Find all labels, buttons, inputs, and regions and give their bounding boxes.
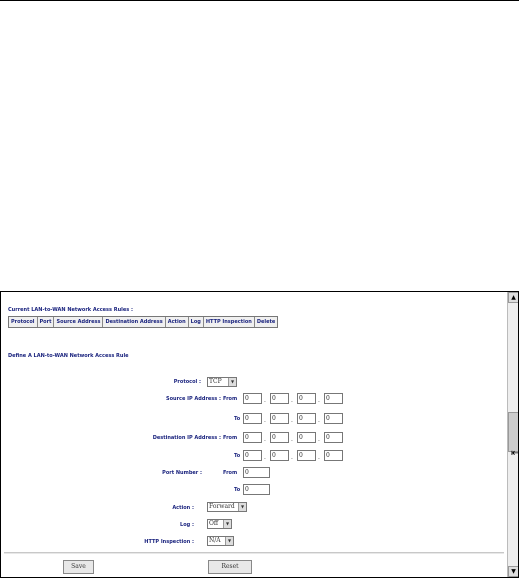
browser-frame [0, 291, 519, 578]
source-ip-to-label: To [234, 416, 241, 422]
dest-to-octet-2[interactable]: 0 [270, 450, 289, 461]
port-number-label: Port Number : [162, 470, 202, 476]
vertical-scrollbar[interactable] [507, 292, 519, 577]
mouse-cursor-icon: ⇤ [511, 448, 519, 459]
chevron-down-icon: ▼ [225, 537, 233, 545]
protocol-value: TCP [209, 378, 222, 385]
chevron-down-icon: ▼ [238, 503, 246, 511]
dot-separator: . [264, 454, 266, 461]
destination-ip-from-label: From [223, 435, 238, 441]
port-to-input[interactable]: 0 [243, 484, 270, 495]
dest-from-octet-2[interactable]: 0 [270, 432, 289, 443]
col-log: Log [189, 317, 204, 327]
dot-separator: . [318, 436, 320, 443]
port-to-label: To [234, 487, 241, 493]
log-select[interactable] [207, 519, 232, 529]
source-from-octet-1[interactable]: 0 [243, 393, 262, 404]
dest-from-octet-1[interactable]: 0 [243, 432, 262, 443]
dest-from-octet-3[interactable]: 0 [297, 432, 316, 443]
action-select[interactable] [207, 502, 247, 512]
log-value: Off [209, 520, 219, 527]
dest-to-octet-1[interactable]: 0 [243, 450, 262, 461]
dot-separator: . [291, 397, 293, 404]
col-delete: Delete [256, 319, 276, 325]
dot-separator: . [318, 417, 320, 424]
dot-separator: . [291, 454, 293, 461]
destination-ip-to-label: To [234, 453, 241, 459]
dot-separator: . [264, 417, 266, 424]
http-inspection-select[interactable] [207, 536, 234, 546]
scrollbar-thumb[interactable] [508, 412, 519, 452]
top-border-line [0, 0, 519, 1]
reset-button[interactable]: Reset [208, 560, 252, 574]
dot-separator: . [318, 397, 320, 404]
dot-separator: . [264, 436, 266, 443]
source-ip-label: Source IP Address : [166, 396, 221, 402]
rules-table-header [8, 316, 278, 328]
source-from-octet-3[interactable]: 0 [297, 393, 316, 404]
action-value: Forward [209, 503, 235, 510]
http-inspection-value: N/A [209, 537, 221, 544]
col-protocol: Protocol [9, 317, 38, 327]
chevron-down-icon: ▼ [228, 378, 236, 386]
col-source-address: Source Address [54, 317, 103, 327]
dot-separator: . [291, 417, 293, 424]
protocol-select[interactable] [207, 377, 237, 387]
chevron-down-icon: ▼ [223, 520, 231, 528]
define-rule-title: Define A LAN-to-WAN Network Access Rule [8, 353, 129, 359]
dest-from-octet-4[interactable]: 0 [324, 432, 343, 443]
port-from-label: From [223, 470, 238, 476]
current-rules-title: Current LAN-to-WAN Network Access Rules : [8, 307, 133, 313]
source-from-octet-4[interactable]: 0 [324, 393, 343, 404]
col-port: Port [38, 317, 55, 327]
dot-separator: . [291, 436, 293, 443]
source-to-octet-1[interactable]: 0 [243, 413, 262, 424]
col-http-inspection: HTTP Inspection [204, 317, 255, 327]
dest-to-octet-3[interactable]: 0 [297, 450, 316, 461]
dot-separator: . [264, 397, 266, 404]
http-inspection-label: HTTP Inspection : [144, 539, 194, 545]
dot-separator: . [318, 454, 320, 461]
scroll-down-icon[interactable]: ▼ [508, 566, 519, 577]
page-content [1, 292, 507, 577]
col-action: Action [166, 317, 189, 327]
source-ip-from-label: From [223, 396, 238, 402]
source-to-octet-4[interactable]: 0 [324, 413, 343, 424]
save-button[interactable]: Save [63, 560, 94, 574]
protocol-label: Protocol : [173, 379, 201, 385]
log-label: Log : [180, 522, 194, 528]
scroll-up-icon[interactable]: ▲ [508, 292, 519, 303]
source-to-octet-3[interactable]: 0 [297, 413, 316, 424]
col-destination-address: Destination Address [103, 317, 165, 327]
action-label: Action : [172, 505, 194, 511]
dest-to-octet-4[interactable]: 0 [324, 450, 343, 461]
divider [4, 552, 504, 554]
source-from-octet-2[interactable]: 0 [270, 393, 289, 404]
port-from-input[interactable]: 0 [243, 467, 270, 478]
destination-ip-label: Destination IP Address : [152, 435, 221, 441]
source-to-octet-2[interactable]: 0 [270, 413, 289, 424]
